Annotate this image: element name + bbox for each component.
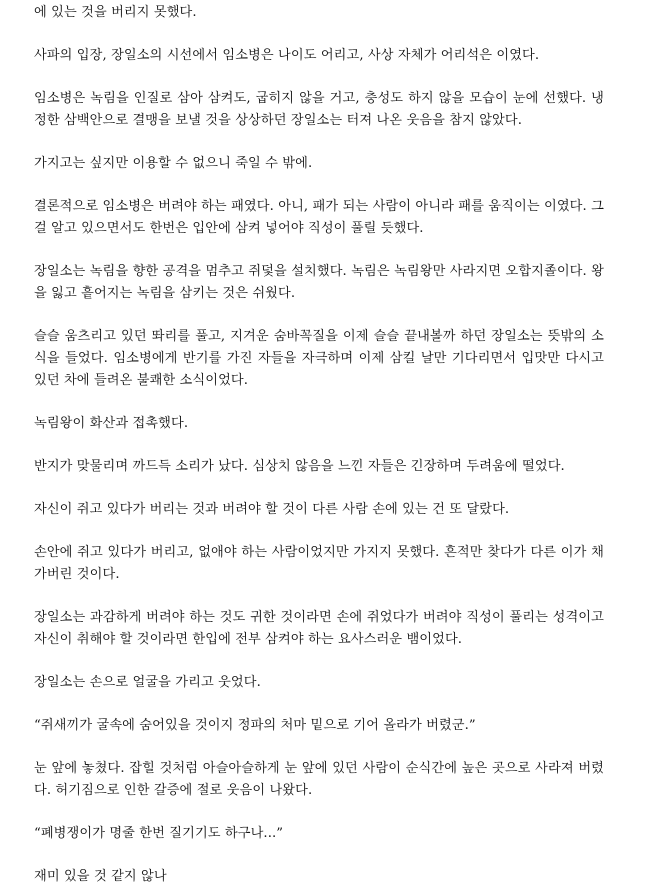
- paragraph: 결론적으로 임소병은 버려야 하는 패였다. 아니, 패가 되는 사람이 아니라 패를 움직이는 이였다. 그걸 알고 있으면서도 한번은 입안에 삼켜 넣어야 직성이 풀릴 듯했다.: [34, 199, 604, 236]
- dialogue-line: “쥐새끼가 굴속에 숨어있을 것이지 정파의 처마 밑으로 기어 올라가 버렸군.”: [34, 718, 476, 733]
- paragraph: 장일소는 과감하게 버려야 하는 것도 귀한 것이라면 손에 쥐었다가 버려야 직성이 풀리는 성격이고 자신이 취해야 할 것이라면 한입에 전부 삼켜야 하는 요사스러운 뱀이었다.: [34, 610, 604, 647]
- paragraph: 장일소는 녹림을 향한 공격을 멈추고 쥐덫을 설치했다. 녹림은 녹림왕만 사라지면 오합지졸이다. 왕을 잃고 흩어지는 녹림을 삼키는 것은 쉬웠다.: [34, 264, 604, 301]
- paragraph: 손안에 쥐고 있다가 버리고, 없애야 하는 사람이었지만 가지지 못했다. 흔적만 찾다가 다른 이가 채가버린 것이다.: [34, 545, 604, 582]
- paragraph: 녹림왕이 화산과 접촉했다.: [34, 416, 189, 431]
- paragraph: 반지가 맞물리며 까드득 소리가 났다. 심상치 않음을 느낀 자들은 긴장하며 두려움에 떨었다.: [34, 459, 565, 474]
- dialogue-line: “폐병쟁이가 명줄 한번 질기기도 하구나...”: [34, 826, 284, 841]
- paragraph: 임소병은 녹림을 인질로 삼아 삼켜도, 굽히지 않을 거고, 충성도 하지 않을 모습이 눈에 선했다. 냉정한 삼백안으로 결맹을 보낼 것을 상상하던 장일소는 터져 나온 웃음을 참지 않았다.: [34, 91, 604, 128]
- paragraph: 장일소는 손으로 얼굴을 가리고 웃었다.: [34, 675, 261, 690]
- paragraph: 가지고는 싶지만 이용할 수 없으니 죽일 수 밖에.: [34, 156, 313, 171]
- document-body: [34, 2, 604, 888]
- paragraph-cut-off: 재미 있을 것 같지 않나: [34, 869, 167, 884]
- paragraph: 슬슬 움츠리고 있던 똬리를 풀고, 지겨운 숨바꼭질을 이제 슬슬 끝내볼까 하던 장일소는 뜻밖의 소식을 들었다. 임소병에게 반기를 가진 자들을 자극하며 이제 삼킬 날만 기다리면서 입맛만 다시고 있던 차에 들려온 불쾌한 소식이었다.: [34, 329, 604, 388]
- paragraph: 눈 앞에 놓쳤다. 잡힐 것처럼 아슬아슬하게 눈 앞에 있던 사람이 순식간에 높은 곳으로 사라져 버렸다. 허기짐으로 인한 갈증에 절로 웃음이 나왔다.: [34, 761, 604, 798]
- paragraph: 사파의 입장, 장일소의 시선에서 임소병은 나이도 어리고, 사상 자체가 어리석은 이였다.: [34, 48, 540, 63]
- paragraph: 자신이 쥐고 있다가 버리는 것과 버려야 할 것이 다른 사람 손에 있는 건 또 달랐다.: [34, 502, 510, 517]
- paragraph: 에 있는 것을 버리지 못했다.: [34, 5, 197, 20]
